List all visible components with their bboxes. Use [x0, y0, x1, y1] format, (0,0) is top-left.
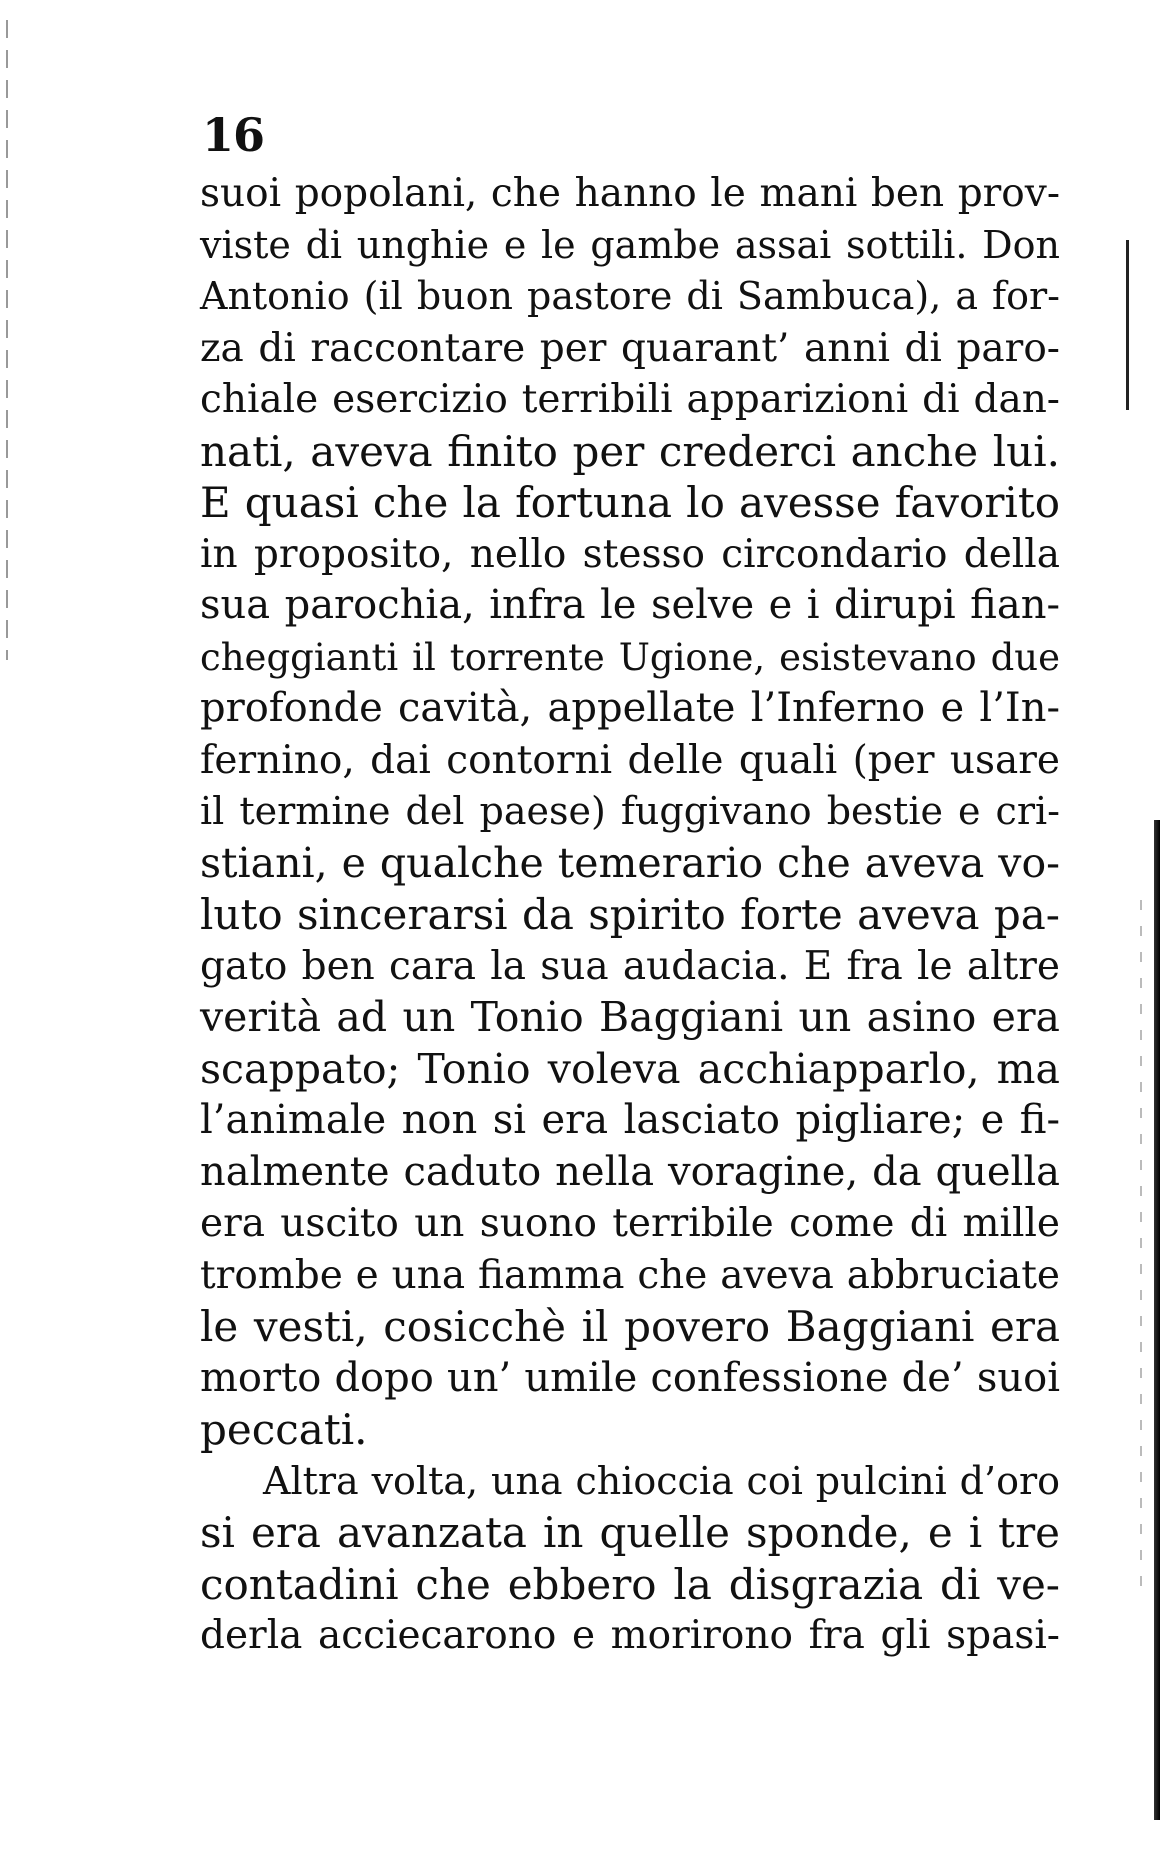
- text-line: E quasi che la fortuna lo avesse favorito: [200, 478, 1060, 527]
- text-line: cheggianti il torrente Ugione, esistevano due: [200, 635, 1060, 679]
- body-text: [200, 168, 1060, 1662]
- text-line: Antonio (il buon pastore di Sambuca), a for-: [200, 274, 1060, 318]
- text-line: gato ben cara la sua audacia. E fra le altre: [200, 943, 1060, 989]
- text-line: l’animale non si era lasciato pigliare; e fi-: [200, 1097, 1060, 1143]
- text-line: contadini che ebbero la disgrazia di ve-: [200, 1559, 1060, 1609]
- text-line: fernino, dai contorni delle quali (per usare: [200, 737, 1060, 783]
- text-line-paragraph-start: Altra volta, una chioccia coi pulcini d’oro: [263, 1458, 1060, 1503]
- text-line: era uscito un suono terribile come di mille: [200, 1201, 1060, 1246]
- scan-edge-left: [6, 20, 8, 660]
- text-line: luto sincerarsi da spirito forte aveva pa-: [200, 890, 1060, 939]
- text-line: stiani, e qualche temerario che aveva vo-: [200, 838, 1060, 887]
- text-line: il termine del paese) fuggivano bestie e cri-: [200, 789, 1060, 833]
- text-line: nalmente caduto nella voragine, da quella: [200, 1148, 1060, 1195]
- text-line: suoi popolani, che hanno le mani ben prov-: [200, 171, 1060, 216]
- text-line: le vesti, cosicchè il povero Baggiani era: [200, 1302, 1060, 1351]
- text-line: profonde cavità, appellate l’Inferno e l’In-: [200, 685, 1060, 731]
- text-line: za di raccontare per quarant’ anni di paro-: [200, 325, 1060, 371]
- scan-edge-right-top: [1126, 240, 1129, 410]
- text-line-paragraph-end: peccati.: [200, 1405, 368, 1454]
- text-line: in proposito, nello stesso circondario della: [200, 531, 1060, 577]
- text-line: trombe e una fiamma che aveva abbruciate: [200, 1252, 1060, 1298]
- scan-edge-right-bottom: [1154, 820, 1160, 1820]
- text-line: si era avanzata in quelle sponde, e i tre: [200, 1508, 1060, 1557]
- text-line: derla acciecarono e morirono fra gli spasi-: [200, 1613, 1060, 1658]
- text-line: sua parochia, infra le selve e i dirupi fian-: [200, 582, 1060, 628]
- scan-edge-right-speck: [1140, 900, 1142, 1600]
- page-number: 16: [202, 108, 265, 162]
- text-line: nati, aveva finito per crederci anche lui.: [200, 426, 1060, 476]
- text-line: viste di unghie e le gambe assai sottili. Don: [200, 222, 1060, 267]
- text-line: chiale esercizio terribili apparizioni di dan-: [200, 377, 1060, 422]
- text-line: scappato; Tonio voleva acchiapparlo, ma: [200, 1044, 1060, 1093]
- text-line: verità ad un Tonio Baggiani un asino era: [200, 993, 1060, 1041]
- text-line: morto dopo un’ umile confessione de’ suoi: [200, 1354, 1060, 1401]
